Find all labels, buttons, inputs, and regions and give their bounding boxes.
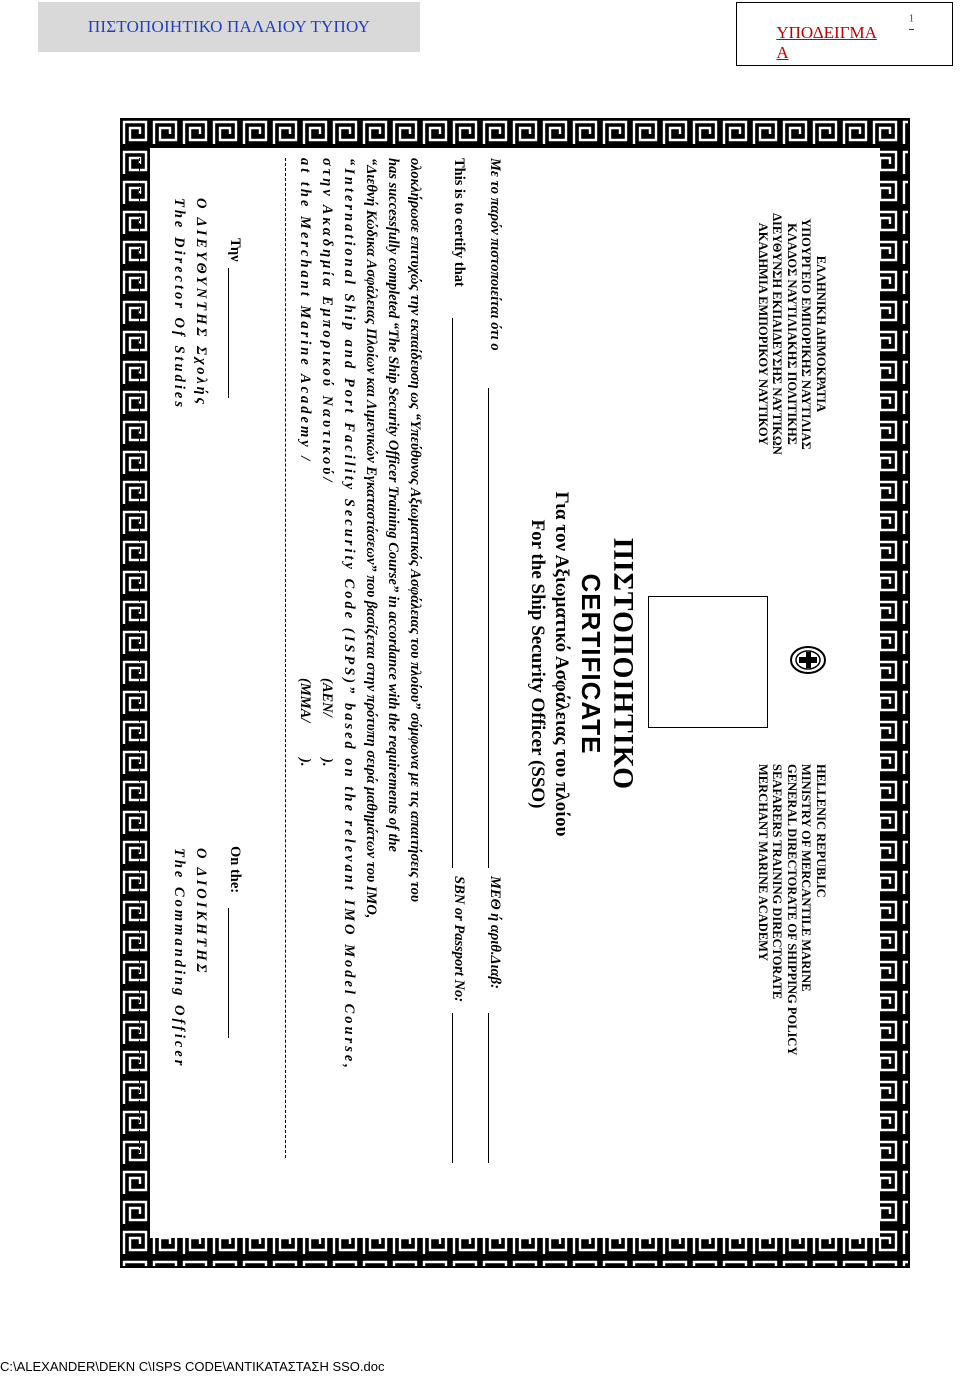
certificate-frame: [120, 118, 910, 1268]
body-line-5-abbr: (ΑΕΝ/: [319, 678, 335, 717]
id-label-greek: ΜΕΘ ή αριθ.Διαβ:: [487, 876, 503, 989]
commander-greek: Ο ΔΙΟΙΚΗΤΗΣ: [193, 848, 209, 976]
title-greek: ΠΙΣΤΟΠΟΙΗΤΙΚΟ: [607, 537, 638, 791]
body-line-2: has successfully completed “The Ship Security Officer Training Course” in accordance with the requirements of the: [385, 158, 401, 852]
date-greek: Την: [227, 238, 243, 262]
date-line-greek: [228, 268, 229, 398]
greek-authority-header: ΕΛΛΗΝΙΚΗ ΔΗΜΟΚΡΑΤΙΑ ΥΠΟΥΡΓΕΙΟ ΕΜΠΟΡΙΚΗΣ ΝΑΥΤΙΛΙΑΣ ΚΛΑΔΟΣ ΝΑΥΤΙΛΙΑΚΗΣ ΠΟΛΙΤΙΚΗΣ ΔΙΕΥΘΥΝΣΗ ΕΚΠΑΙΔΕΥΣΗΣ ΝΑΥΤΙΚΩΝ ΑΚΑΔΗΜΙΑ ΕΜΠΟΡΙΚΟΥ ΝΑΥΤΙΚΟΥ: [756, 213, 828, 455]
director-english: The Director Of Studies: [171, 198, 187, 410]
date-line-english: [228, 908, 229, 1038]
body-line-6: at the Merchant Marine Academy /: [297, 158, 313, 464]
body-line-3: “Διεθνή Κώδικα Ασφάλειας Πλοίων και Λιμενικών Εγκαταστάσεων” που βασίζεται στην πρότυπη σειρά μαθημάτων του ΙΜΟ,: [363, 158, 379, 919]
coat-of-arms-icon: [788, 644, 828, 676]
header-left-title: ΠΙΣΤΟΠΟΙΗΤΙΚΟ ΠΑΛΑΙΟΥ ΤΥΠΟΥ: [87, 17, 371, 36]
body-line-5: στην Ακαδημία Εμπορικού Ναυτικού/: [319, 158, 335, 485]
body-line-4: “International Ship and Port Facility Security Code (ISPS)” based on the relevant IMO Model Course,: [341, 158, 357, 1071]
date-english: On the:: [227, 846, 243, 894]
old-type-certificate-label: [38, 2, 420, 52]
subtitle-greek: Για τον Αξιωματικό Ασφάλειας του πλοίου: [551, 491, 572, 837]
body-line-6-abbr: (MMA/: [297, 678, 313, 723]
subtitle-english: For the Ship Security Officer (SSO): [527, 519, 548, 809]
id-line-english: [452, 1013, 453, 1163]
name-line: [488, 388, 489, 868]
id-label-english: SBN or Passport No:: [451, 876, 467, 1003]
id-line-greek: [488, 1013, 489, 1163]
commander-english: The Commanding Officer: [171, 848, 187, 1069]
body-line-6-end: ).: [297, 758, 313, 767]
title-english: CERTIFICATE: [576, 573, 606, 755]
body-line-5-end: ).: [319, 758, 335, 767]
english-authority-header: HELLENIC REPUBLIC MINISTRY OF MERCANTILE MARINE GENERAL DIRECTORATE OF SHIPPING POLICY SEAFARERS TRAINING DIRECTORATE MERCHANT MARINE ACADEMY: [756, 764, 828, 1056]
separator-dashes-bottom: [139, 158, 140, 1158]
separator-dashes-top: [285, 158, 286, 1158]
body-line-1: ολοκλήρωσε επιτυχώς την εκπαίδευση ως “Υπεύθυνος Αξιωματικός Ασφάλειας του πλοίου” σύμφωνα με τις απαιτήσεις του: [407, 158, 423, 902]
certify-greek: Με το παρόν πιστοποιείται ότι ο: [487, 158, 503, 351]
photo-box: [648, 596, 768, 728]
file-path-footer: C:\ALEXANDER\DEKN C\ISPS CODE\ΑΝΤΙΚΑΤΑΣΤΑΣΗ SSO.doc: [0, 1359, 385, 1374]
name-line-english: [452, 318, 453, 868]
certify-english: This is to certify that: [451, 158, 467, 287]
sample-label: ΥΠΟΔΕΙΓΜΑ Α $^1$: [776, 13, 914, 62]
director-greek: Ο ΔΙΕΥΘΥΝΤΗΣ Σχολής: [193, 198, 209, 408]
sample-box: [736, 2, 953, 66]
certificate-body: [120, 118, 846, 1204]
